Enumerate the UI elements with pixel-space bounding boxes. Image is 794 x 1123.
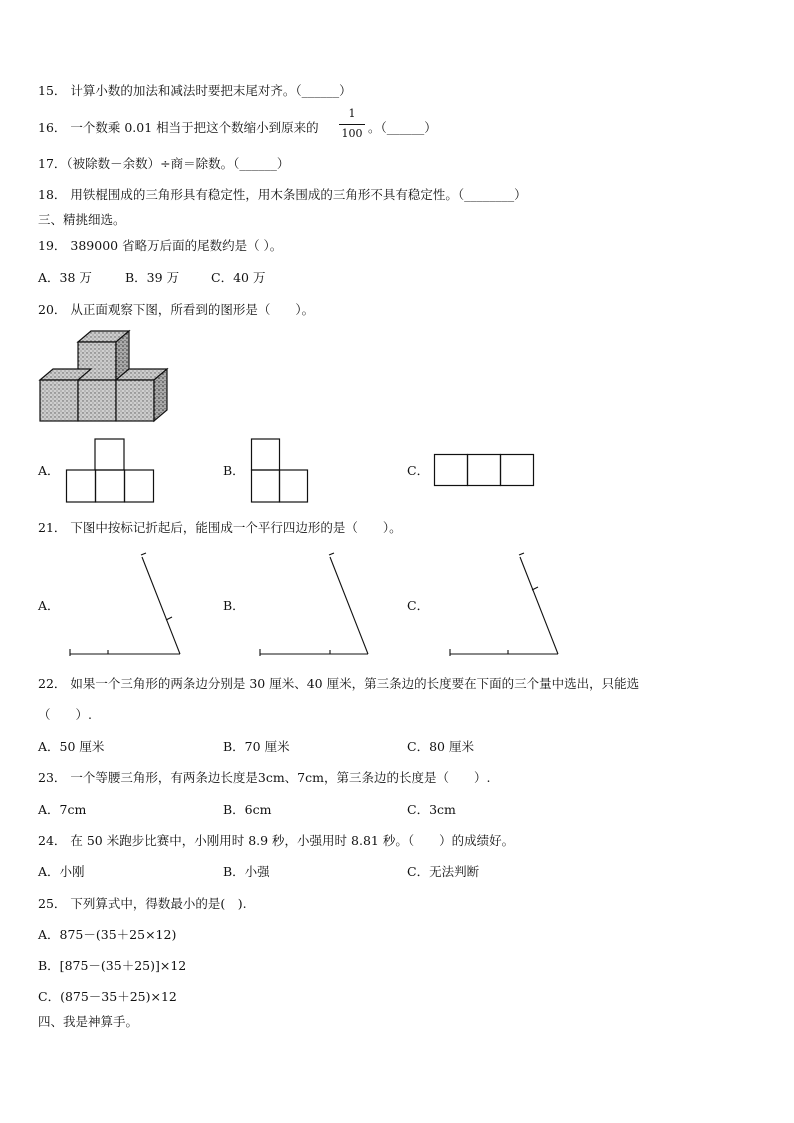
q23-option-b[interactable]: B．6cm: [223, 802, 272, 817]
q21-option-a[interactable]: A．: [38, 598, 60, 613]
q23-option-c[interactable]: C．3cm: [407, 802, 456, 817]
q21-option-c[interactable]: C．: [407, 598, 430, 613]
question-21: 21． 下图中按标记折起后，能围成一个平行四边形的是（ ）。: [38, 520, 402, 535]
q21-option-a-shape[interactable]: [68, 554, 184, 658]
q21-option-c-shape[interactable]: [448, 554, 564, 658]
q19-option-b[interactable]: B．39 万: [125, 270, 180, 285]
fraction-bar: [339, 124, 365, 125]
question-22-blank: （ ）.: [38, 707, 92, 722]
q24-option-a[interactable]: A．小刚: [38, 864, 85, 879]
q22-option-a[interactable]: A．50 厘米: [38, 739, 105, 754]
question-19: 19． 389000 省略万后面的尾数约是（ ）。: [38, 238, 283, 253]
question-24: 24． 在 50 米跑步比赛中，小刚用时 8.9 秒，小强用时 8.81 秒。（ ）的成绩好。: [38, 833, 515, 848]
section-3-heading: 三、精挑细选。: [38, 212, 126, 227]
question-23: 23． 一个等腰三角形，有两条边长度是3cm、7cm，第三条边的长度是（ ）.: [38, 770, 491, 785]
q21-option-b[interactable]: B．: [223, 598, 245, 613]
q19-option-a[interactable]: A．38 万: [38, 270, 92, 285]
q19-option-c[interactable]: C．40 万: [211, 270, 266, 285]
q22-option-c[interactable]: C．80 厘米: [407, 739, 474, 754]
question-20: 20． 从正面观察下图，所看到的图形是（ ）。: [38, 302, 315, 317]
q25-option-b[interactable]: B．[875－(35＋25)]×12: [38, 958, 187, 973]
stacked-cubes-figure: [38, 328, 170, 424]
q23-option-a[interactable]: A．7cm: [38, 802, 87, 817]
q21-option-b-shape[interactable]: [258, 554, 374, 658]
q20-option-c-shape[interactable]: [434, 454, 534, 488]
section-4-heading: 四、我是神算手。: [38, 1014, 139, 1029]
question-15: 15． 计算小数的加法和减法时要把末尾对齐。（______）: [38, 83, 352, 98]
q20-option-b[interactable]: B．: [223, 463, 245, 478]
q24-option-c[interactable]: C．无法判断: [407, 864, 480, 879]
q20-option-a-shape[interactable]: [66, 438, 154, 504]
question-22: 22． 如果一个三角形的两条边分别是 30 厘米、40 厘米，第三条边的长度要在下面的三个量中选出，只能选: [38, 676, 640, 691]
q25-option-c[interactable]: C．(875－35＋25)×12: [38, 989, 177, 1004]
q20-option-c[interactable]: C．: [407, 463, 430, 478]
question-16-suffix: 。（______）: [368, 120, 437, 135]
fraction-numerator: 1: [348, 107, 356, 120]
q25-option-a[interactable]: A．875－(35＋25×12): [38, 927, 177, 942]
question-18: 18． 用铁棍围成的三角形具有稳定性，用木条围成的三角形不具有稳定性。（________）: [38, 187, 527, 202]
q24-option-b[interactable]: B．小强: [223, 864, 270, 879]
q20-option-a[interactable]: A．: [38, 463, 60, 478]
q22-option-b[interactable]: B．70 厘米: [223, 739, 290, 754]
question-25: 25． 下列算式中，得数最小的是( ).: [38, 896, 247, 911]
question-16-prefix: 16． 一个数乘 0.01 相当于把这个数缩小到原来的: [38, 120, 319, 135]
q20-option-b-shape[interactable]: [251, 438, 309, 504]
question-17: 17．（被除数－余数）÷商＝除数。（______）: [38, 156, 290, 171]
fraction-denominator: 100: [341, 127, 363, 140]
